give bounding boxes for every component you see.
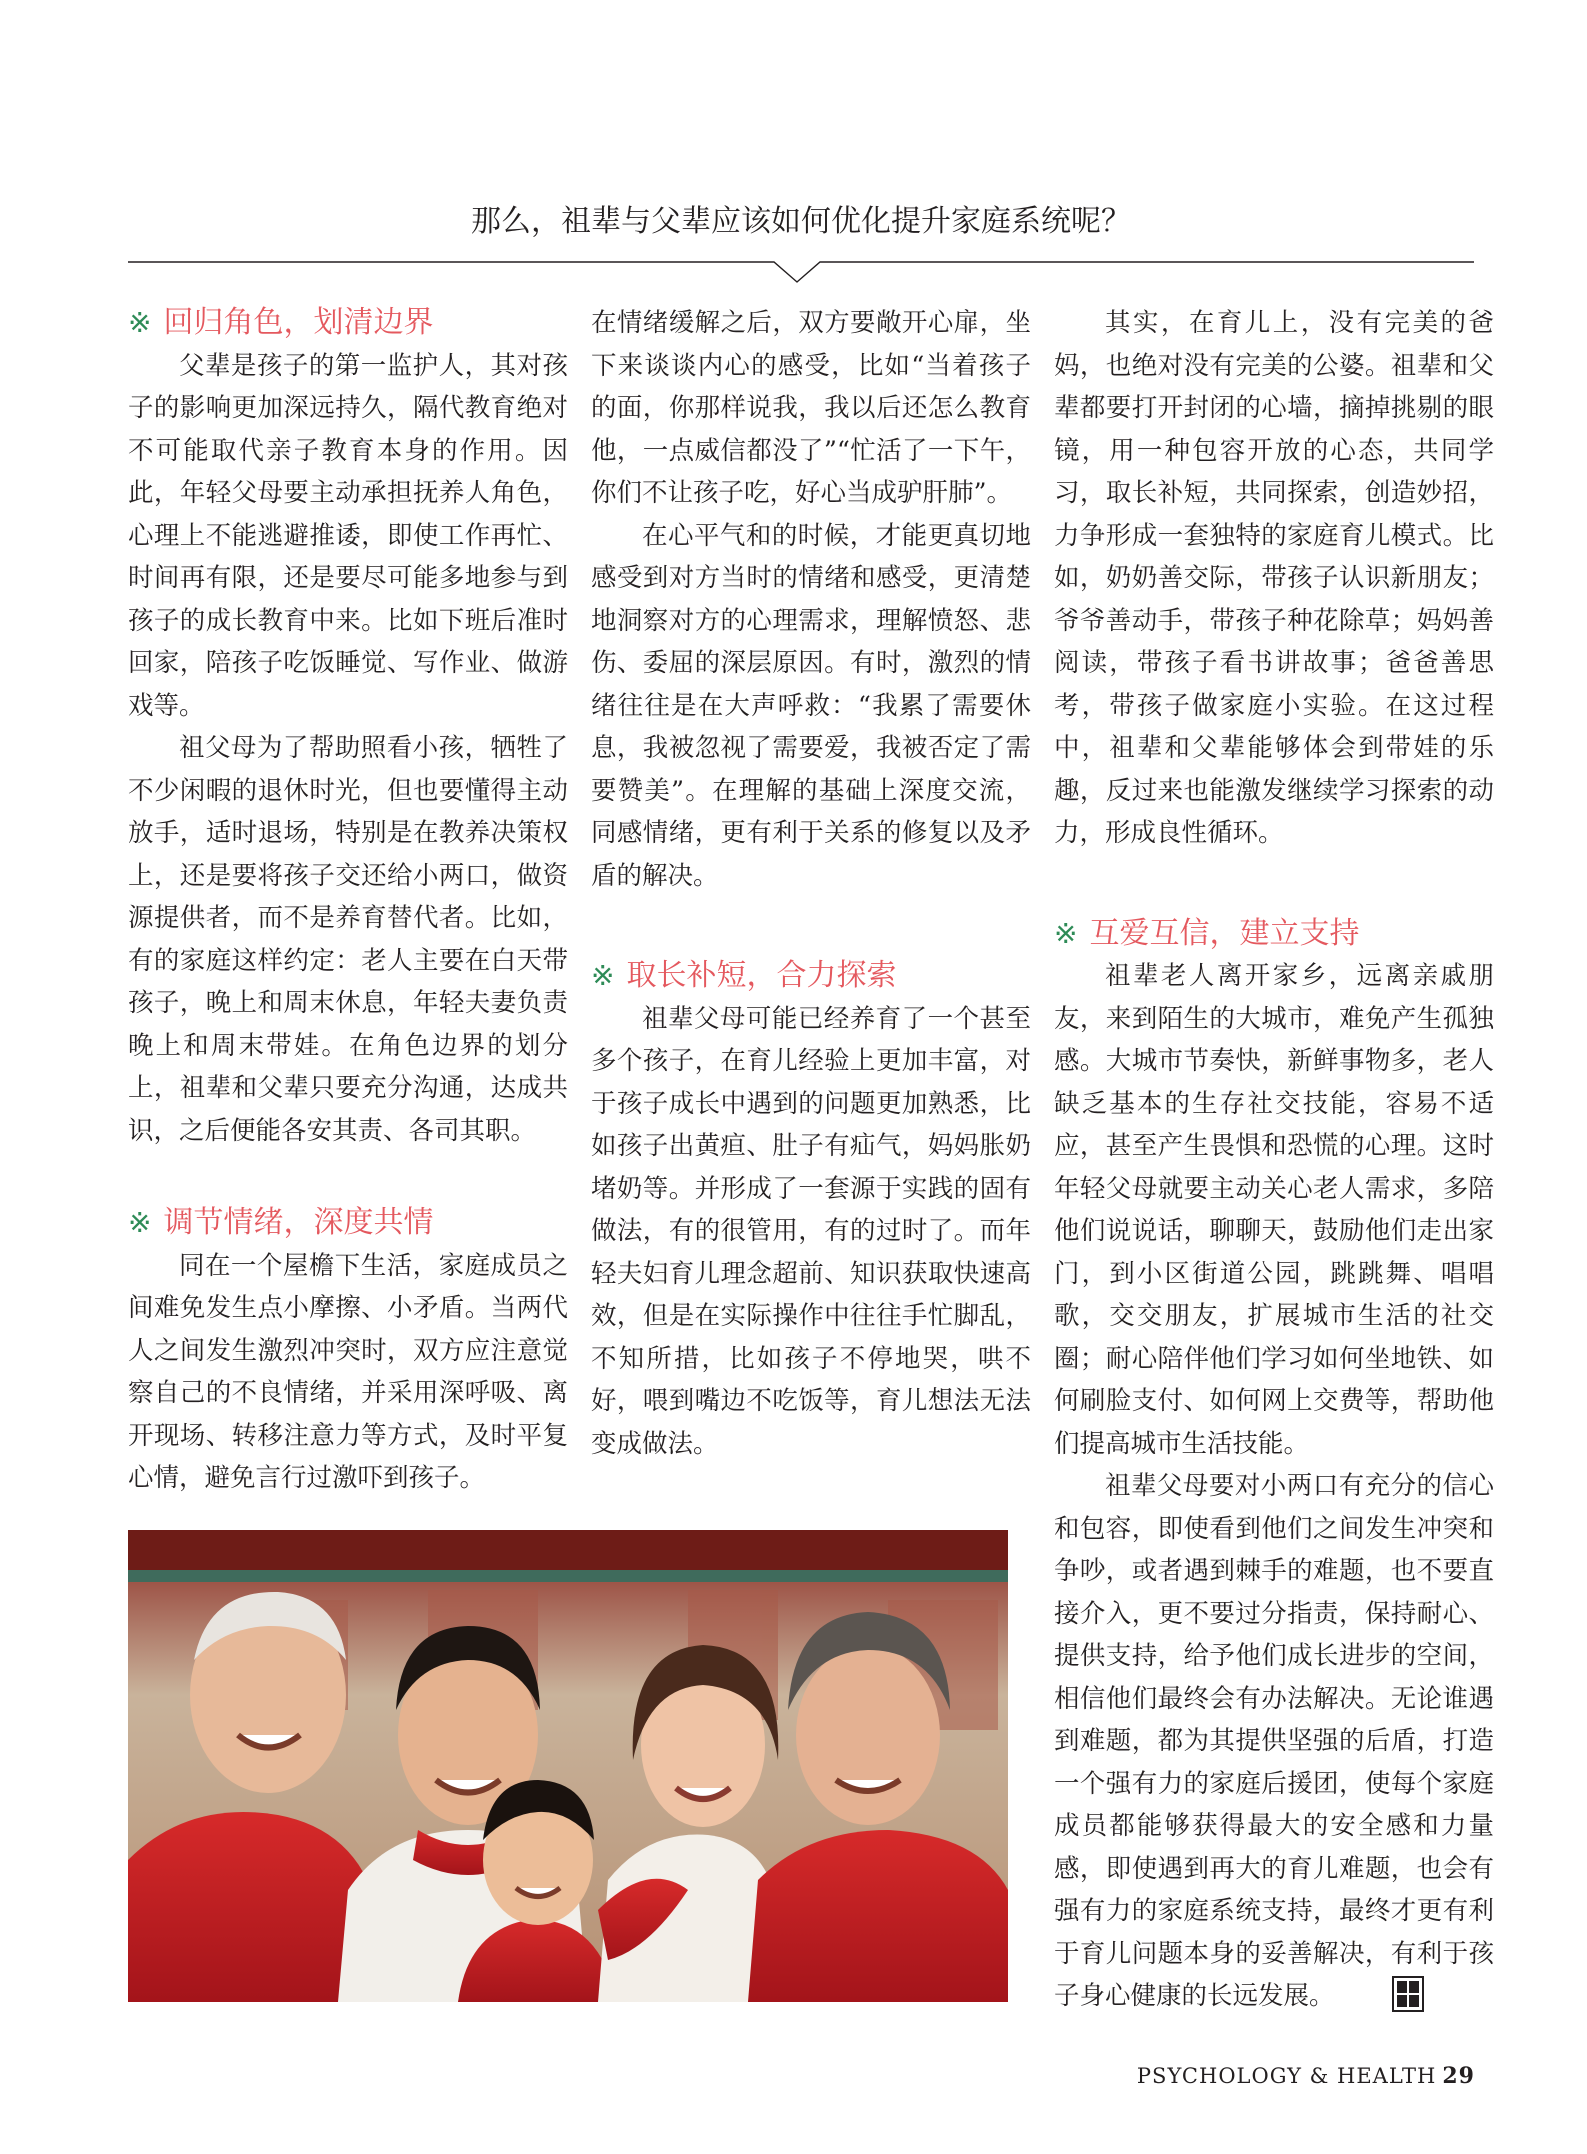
column-1 bbox=[128, 302, 568, 1500]
paragraph: 祖辈父母要对小两口有充分的信心和包容，即使看到他们之间发生冲突和争吵，或者遇到棘手的难题，也不要直接介入，更不要过分指责，保持耐心、提供支持，给予他们成长进步的空间，相信他们最终会有办法解决。无论谁遇到难题，都为其提供坚强的后盾，打造一个强有力的家庭后援团，使每个家庭成员都能够获得最大的安全感和力量感，即使遇到再大的育儿难题，也会有强有力的家庭系统支持，最终才更有利于育儿问题本身的妥善解决，有利于孩子身心健康的长远发展。 bbox=[1054, 1471, 1494, 2011]
magazine-name: PSYCHOLOGY & HEALTH bbox=[1136, 2064, 1437, 2088]
reference-mark-icon: ※ bbox=[128, 1206, 152, 1239]
paragraph: 祖辈父母可能已经养育了一个甚至多个孩子，在育儿经验上更加丰富，对于孩子成长中遇到的问题更加熟悉，比如孩子出黄疸、肚子有疝气，妈妈胀奶堵奶等。并形成了一套源于实践的固有做法，有的很管用，有的过时了。而年轻夫妇育儿理念超前、知识获取快速高效，但是在实际操作中往往手忙脚乱，不知所措，比如孩子不停地哭，哄不好，喂到嘴边不吃饭等，育儿想法无法变成做法。 bbox=[591, 1003, 1031, 1459]
column-2 bbox=[591, 302, 1031, 1465]
section-heading-emotions: ※ 调节情绪，深度共情 bbox=[128, 1205, 434, 1240]
family-photo bbox=[128, 1530, 1008, 2002]
section-heading-strengths: ※ 取长补短，合力探索 bbox=[591, 958, 897, 993]
column-3 bbox=[1054, 302, 1494, 2018]
paragraph: 在心平气和的时候，才能更真切地感受到对方当时的情绪和感受，更清楚地洞察对方的心理需求，理解愤怒、悲伤、委屈的深层原因。有时，激烈的情绪往往是在大声呼救：“我累了需要休息，我被忽视了需要爱，我被否定了需要赞美”。在理解的基础上深度交流，同感情绪，更有利于关系的修复以及矛盾的解决。 bbox=[591, 520, 1031, 891]
page-title: 那么，祖辈与父辈应该如何优化提升家庭系统呢？ bbox=[471, 204, 1131, 239]
end-seal-icon bbox=[1341, 1976, 1373, 2012]
page-number: 29 bbox=[1442, 2063, 1475, 2089]
reference-mark-icon: ※ bbox=[591, 959, 615, 992]
title-divider bbox=[128, 252, 1474, 292]
reference-mark-icon: ※ bbox=[128, 306, 152, 339]
paragraph: 其实，在育儿上，没有完美的爸妈，也绝对没有完美的公婆。祖辈和父辈都要打开封闭的心墙，摘掉挑剔的眼镜，用一种包容开放的心态，共同学习，取长补短，共同探索，创造妙招，力争形成一套独特的家庭育儿模式。比如，奶奶善交际，带孩子认识新朋友；爷爷善动手，带孩子种花除草；妈妈善阅读，带孩子看书讲故事；爸爸善思考，带孩子做家庭小实验。在这过程中，祖辈和父辈能够体会到带娃的乐趣，反过来也能激发继续学习探索的动力，形成良性循环。 bbox=[1054, 308, 1494, 848]
paragraph: 祖辈老人离开家乡，远离亲戚朋友，来到陌生的大城市，难免产生孤独感。大城市节奏快，新鲜事物多，老人缺乏基本的生存社交技能，容易不适应，甚至产生畏惧和恐慌的心理。这时年轻父母就要主动关心老人需求，多陪他们说说话，聊聊天，鼓励他们走出家门，到小区街道公园，跳跳舞、唱唱歌，交交朋友，扩展城市生活的社交圈；耐心陪伴他们学习如何坐地铁、如何刷脸支付、如何网上交费等，帮助他们提高城市生活技能。 bbox=[1054, 961, 1494, 1459]
reference-mark-icon: ※ bbox=[1054, 916, 1078, 950]
paragraph: 父辈是孩子的第一监护人，其对孩子的影响更加深远持久，隔代教育绝对不可能取代亲子教育本身的作用。因此，年轻父母要主动承担抚养人角色，心理上不能逃避推诿，即使工作再忙、时间再有限，还是要尽可能多地参与到孩子的成长教育中来。比如下班后准时回家，陪孩子吃饭睡觉、写作业、做游戏等。 bbox=[128, 350, 568, 721]
paragraph: 同在一个屋檐下生活，家庭成员之间难免发生点小摩擦、小矛盾。当两代人之间发生激烈冲突时，双方应注意觉察自己的不良情绪，并采用深呼吸、离开现场、转移注意力等方式，及时平复心情，避免言行过激吓到孩子。 bbox=[128, 1250, 568, 1493]
section-heading-support: ※ 互爱互信，建立支持 bbox=[1054, 915, 1360, 951]
page-footer bbox=[1137, 2063, 1475, 2089]
paragraph: 在情绪缓解之后，双方要敞开心扉，坐下来谈谈内心的感受，比如“当着孩子的面，你那样说我，我以后还怎么教育他，一点威信都没了”“忙活了一下午，你们不让孩子吃，好心当成驴肝肺”。 bbox=[591, 308, 1031, 508]
paragraph: 祖父母为了帮助照看小孩，牺牲了不少闲暇的退休时光，但也要懂得主动放手，适时退场，特别是在教养决策权上，还是要将孩子交还给小两口，做资源提供者，而不是养育替代者。比如，有的家庭这样约定：老人主要在白天带孩子，晚上和周末休息，年轻夫妻负责晚上和周末带娃。在角色边界的划分上，祖辈和父辈只要充分沟通，达成共识，之后便能各安其责、各司其职。 bbox=[128, 733, 568, 1146]
section-heading-roles: ※ 回归角色，划清边界 bbox=[128, 305, 434, 340]
